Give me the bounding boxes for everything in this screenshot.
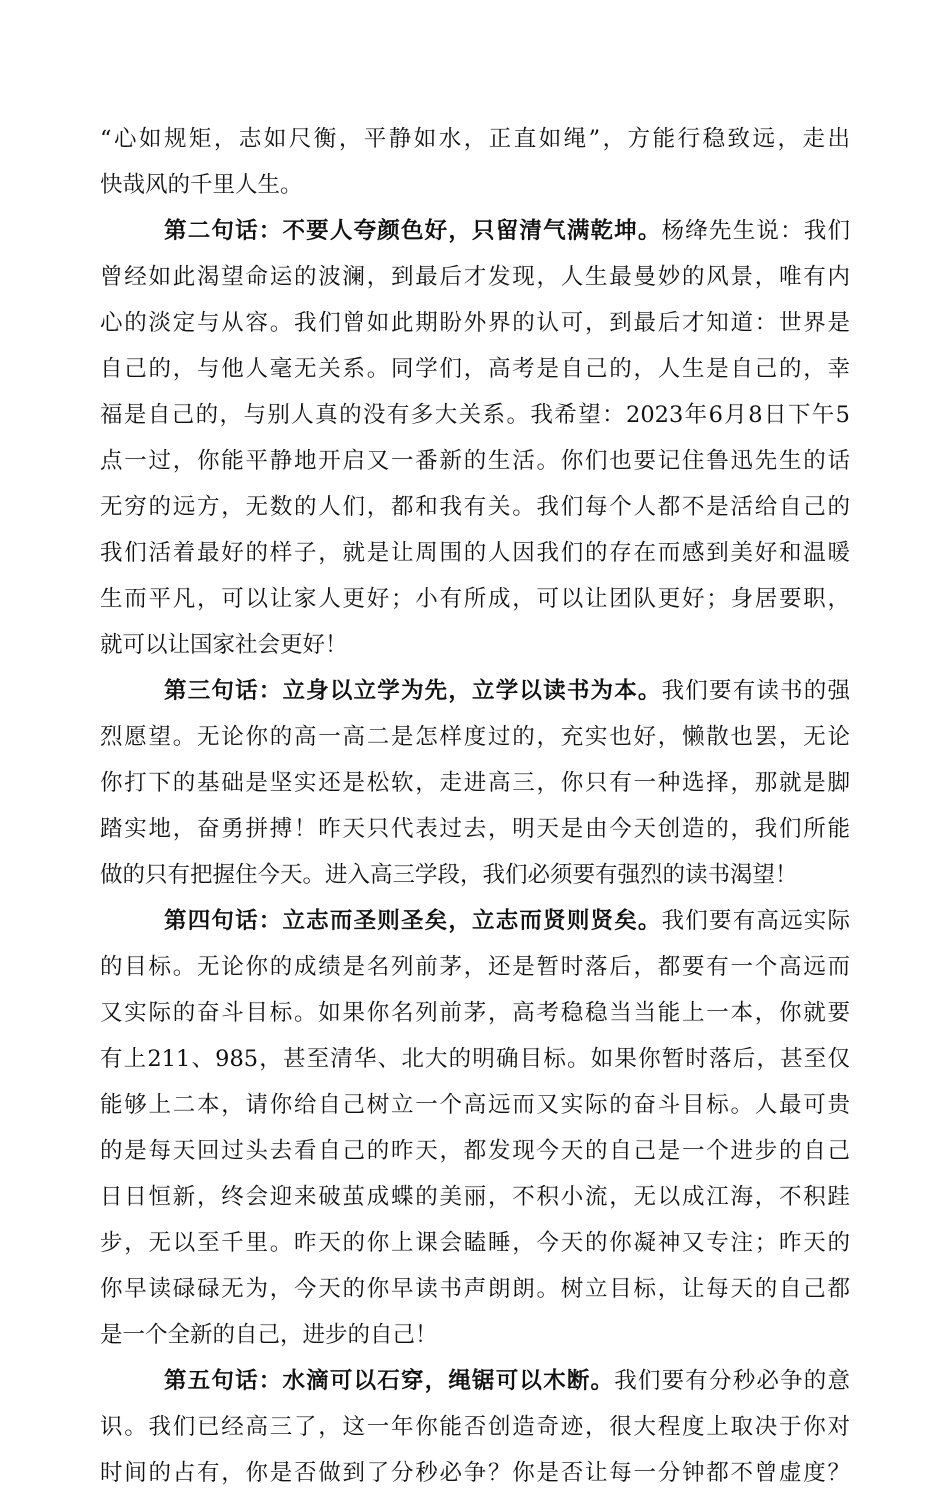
text-line: 的目标。无论你的成绩是名列前茅，还是暂时落后，都要有一个高远而 [100, 954, 850, 980]
text-line: 的是每天回过头去看自己的昨天，都发现今天的自己是一个进步的自己 [100, 1138, 850, 1164]
text-line: 我们活着最好的样子，就是让周围的人因我们的存在而感到美好和温暖 [100, 540, 850, 566]
text-line: 曾经如此渴望命运的波澜，到最后才发现，人生最曼妙的风景，唯有内 [100, 264, 850, 290]
sentence-heading: 第四句话：立志而圣则圣矣，立志而贤则贤矣。 [164, 908, 662, 934]
paragraph-heading-line [100, 208, 850, 254]
body-text [100, 116, 850, 1496]
paragraph-heading-line [100, 1358, 850, 1404]
text-span: 杨绛先生说：我们 [661, 218, 850, 244]
text-span: 我们要有高远实际 [661, 908, 850, 934]
text-line: 日日恒新，终会迎来破茧成蝶的美丽，不积小流，无以成江海，不积跬 [100, 1184, 850, 1210]
text-line: 无穷的远方，无数的人们，都和我有关。我们每个人都不是活给自己的 [100, 494, 850, 520]
text-line: 生而平凡，可以让家人更好；小有所成，可以让团队更好；身居要职， [100, 586, 850, 612]
text-line: 踏实地，奋勇拼搏！昨天只代表过去，明天是由今天创造的，我们所能 [100, 816, 850, 842]
text-line: 福是自己的，与别人真的没有多大关系。我希望：2023年6月8日下午5 [100, 402, 850, 428]
text-line: “心如规矩，志如尺衡，平静如水，正直如绳”，方能行稳致远，走出 [100, 126, 850, 152]
paragraph-heading-line [100, 668, 850, 714]
text-line: 时间的占有，你是否做到了分秒必争？你是否让每一分钟都不曾虚度？ [100, 1460, 850, 1486]
paragraph-heading-line [100, 898, 850, 944]
text-line: 快哉风的千里人生。 [100, 172, 303, 198]
text-line: 做的只有把握住今天。进入高三学段，我们必须要有强烈的读书渴望！ [100, 862, 798, 888]
text-line: 能够上二本，请你给自己树立一个高远而又实际的奋斗目标。人最可贵 [100, 1092, 850, 1118]
text-line: 又实际的奋斗目标。如果你名列前茅，高考稳稳当当能上一本，你就要 [100, 1000, 850, 1026]
text-span: 我们要有读书的强 [661, 678, 850, 704]
sentence-heading: 第三句话：立身以立学为先，立学以读书为本。 [164, 678, 662, 704]
text-line: 烈愿望。无论你的高一高二是怎样度过的，充实也好，懒散也罢，无论 [100, 724, 850, 750]
text-line: 识。我们已经高三了，这一年你能否创造奇迹，很大程度上取决于你对 [100, 1414, 850, 1440]
text-line: 有上211、985，甚至清华、北大的明确目标。如果你暂时落后，甚至仅 [100, 1046, 850, 1072]
text-line: 你打下的基础是坚实还是松软，走进高三，你只有一种选择，那就是脚 [100, 770, 850, 796]
text-line: 你早读碌碌无为，今天的你早读书声朗朗。树立目标，让每天的自己都 [100, 1276, 850, 1302]
text-line: 自己的，与他人毫无关系。同学们，高考是自己的，人生是自己的，幸 [100, 356, 850, 382]
text-line: 点一过，你能平静地开启又一番新的生活。你们也要记住鲁迅先生的话 [100, 448, 850, 474]
text-line: 心的淡定与从容。我们曾如此期盼外界的认可，到最后才知道：世界是 [100, 310, 850, 336]
sentence-heading: 第二句话：不要人夸颜色好，只留清气满乾坤。 [164, 218, 662, 244]
text-line: 步，无以至千里。昨天的你上课会瞌睡，今天的你凝神又专注；昨天的 [100, 1230, 850, 1256]
text-line: 就可以让国家社会更好！ [100, 632, 348, 658]
text-line: 是一个全新的自己，进步的自己！ [100, 1322, 438, 1348]
text-span: 我们要有分秒必争的意 [614, 1368, 850, 1394]
sentence-heading: 第五句话：水滴可以石穿，绳锯可以木断。 [164, 1368, 615, 1394]
